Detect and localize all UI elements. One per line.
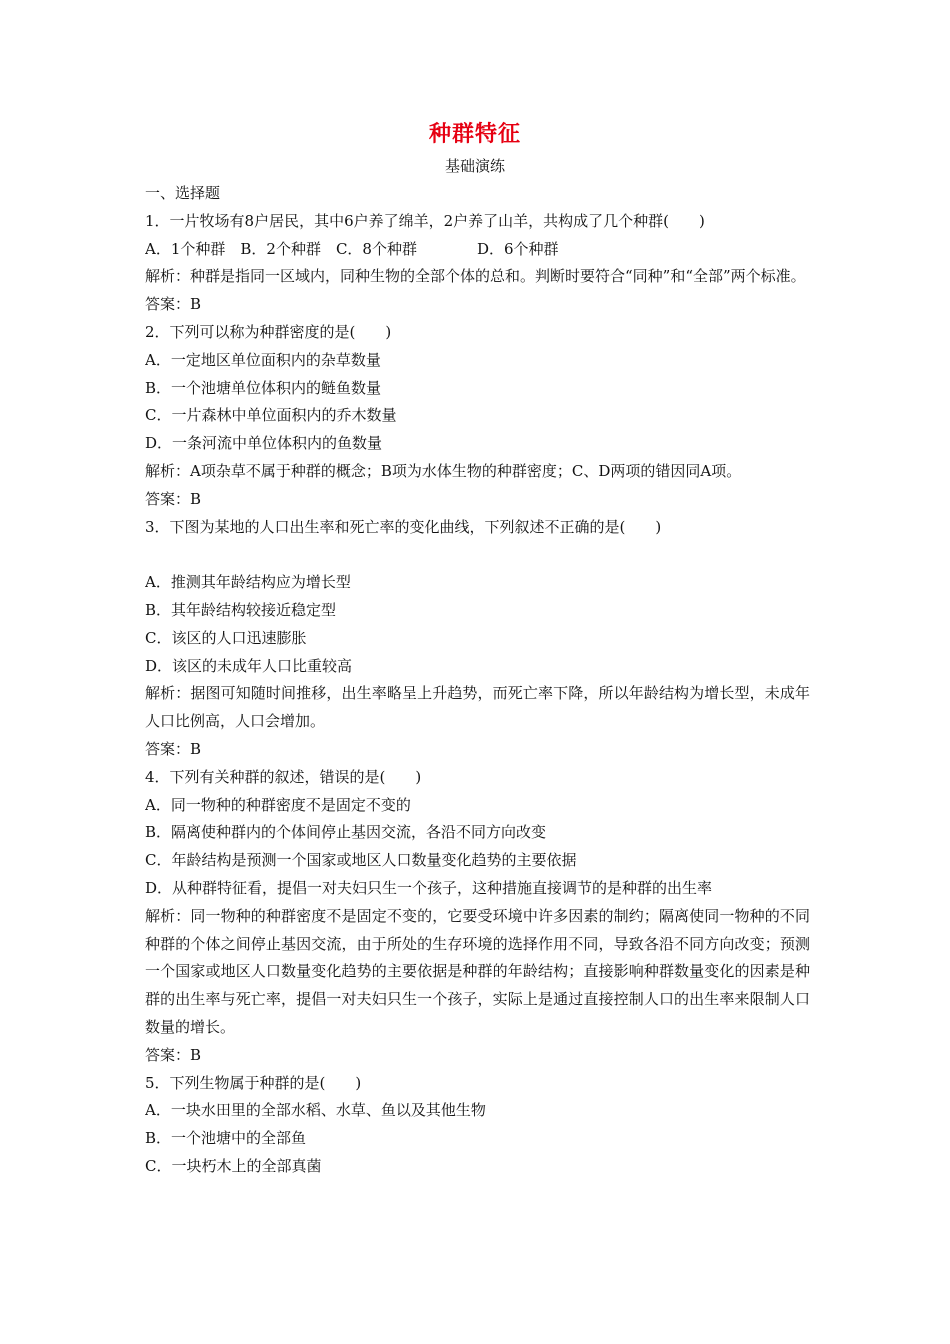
question-5	[145, 1070, 810, 1181]
option-d: D．一条河流中单位体积内的鱼数量	[145, 434, 383, 453]
question-options: A．1个种群 B．2个种群 C．8个种群 D．6个种群	[145, 239, 559, 258]
question-stem: 3．下图为某地的人口出生率和死亡率的变化曲线，下列叙述不正确的是( )	[145, 517, 662, 536]
question-answer: 答案：B	[145, 739, 202, 758]
figure-placeholder	[145, 541, 810, 569]
option-a: A．一块水田里的全部水稻、水草、鱼以及其他生物	[145, 1101, 486, 1120]
option-b: B．隔离使种群内的个体间停止基因交流，各沿不同方向改变	[145, 823, 547, 842]
option-c: C．一片森林中单位面积内的乔木数量	[145, 406, 397, 425]
option-a: A．同一物种的种群密度不是固定不变的	[145, 795, 411, 814]
question-stem: 1．一片牧场有8户居民，其中6户养了绵羊，2户养了山羊，共构成了几个种群( )	[145, 211, 705, 230]
question-3	[145, 514, 810, 764]
option-b: B．其年龄结构较接近稳定型	[145, 600, 337, 619]
section-heading: 一、选择题	[145, 184, 221, 202]
option-d: D．该区的未成年人口比重较高	[145, 656, 353, 675]
option-c: C．年龄结构是预测一个国家或地区人口数量变化趋势的主要依据	[145, 851, 577, 870]
question-answer: 答案：B	[145, 489, 202, 508]
question-explanation: 解析：据图可知随时间推移，出生率略呈上升趋势，而死亡率下降，所以年龄结构为增长型，未成年人口比例高，人口会增加。	[145, 684, 810, 731]
option-c: C．该区的人口迅速膨胀	[145, 628, 307, 647]
option-a: A．一定地区单位面积内的杂草数量	[145, 350, 381, 369]
question-2	[145, 319, 810, 514]
option-d: D．从种群特征看，提倡一对夫妇只生一个孩子，这种措施直接调节的是种群的出生率	[145, 878, 713, 897]
question-explanation: 解析：A项杂草不属于种群的概念；B项为水体生物的种群密度；C、D两项的错因同A项。	[145, 461, 742, 480]
option-c: C．一块朽木上的全部真菌	[145, 1156, 322, 1175]
question-1	[145, 208, 810, 319]
question-explanation: 解析：同一物种的种群密度不是固定不变的，它要受环境中许多因素的制约；隔离使同一物种的不同种群的个体之间停止基因交流，由于所处的生存环境的选择作用不同，导致各沿不同方向改变；预测一个国家或地区人口数量变化趋势的主要依据是种群的年龄结构；直接影响种群数量变化的因素是种群的出生率与死亡率，提倡一对夫妇只生一个孩子，实际上是通过直接控制人口的出生率来限制人口数量的增长。	[145, 906, 810, 1036]
question-stem: 5．下列生物属于种群的是( )	[145, 1073, 362, 1092]
question-4	[145, 764, 810, 1070]
option-b: B．一个池塘中的全部鱼	[145, 1129, 307, 1148]
option-b: B．一个池塘单位体积内的鲢鱼数量	[145, 378, 382, 397]
option-a: A．推测其年龄结构应为增长型	[145, 573, 351, 592]
question-answer: 答案：B	[145, 295, 202, 314]
question-stem: 2．下列可以称为种群密度的是( )	[145, 322, 392, 341]
page-subtitle: 基础演练	[444, 157, 505, 175]
question-explanation: 解析：种群是指同一区域内，同种生物的全部个体的总和。判断时要符合“同种”和“全部”两个标准。	[145, 267, 806, 286]
document-body	[145, 180, 810, 1181]
question-stem: 4．下列有关种群的叙述，错误的是( )	[145, 767, 422, 786]
question-answer: 答案：B	[145, 1045, 202, 1064]
page-title: 种群特征	[428, 121, 521, 147]
